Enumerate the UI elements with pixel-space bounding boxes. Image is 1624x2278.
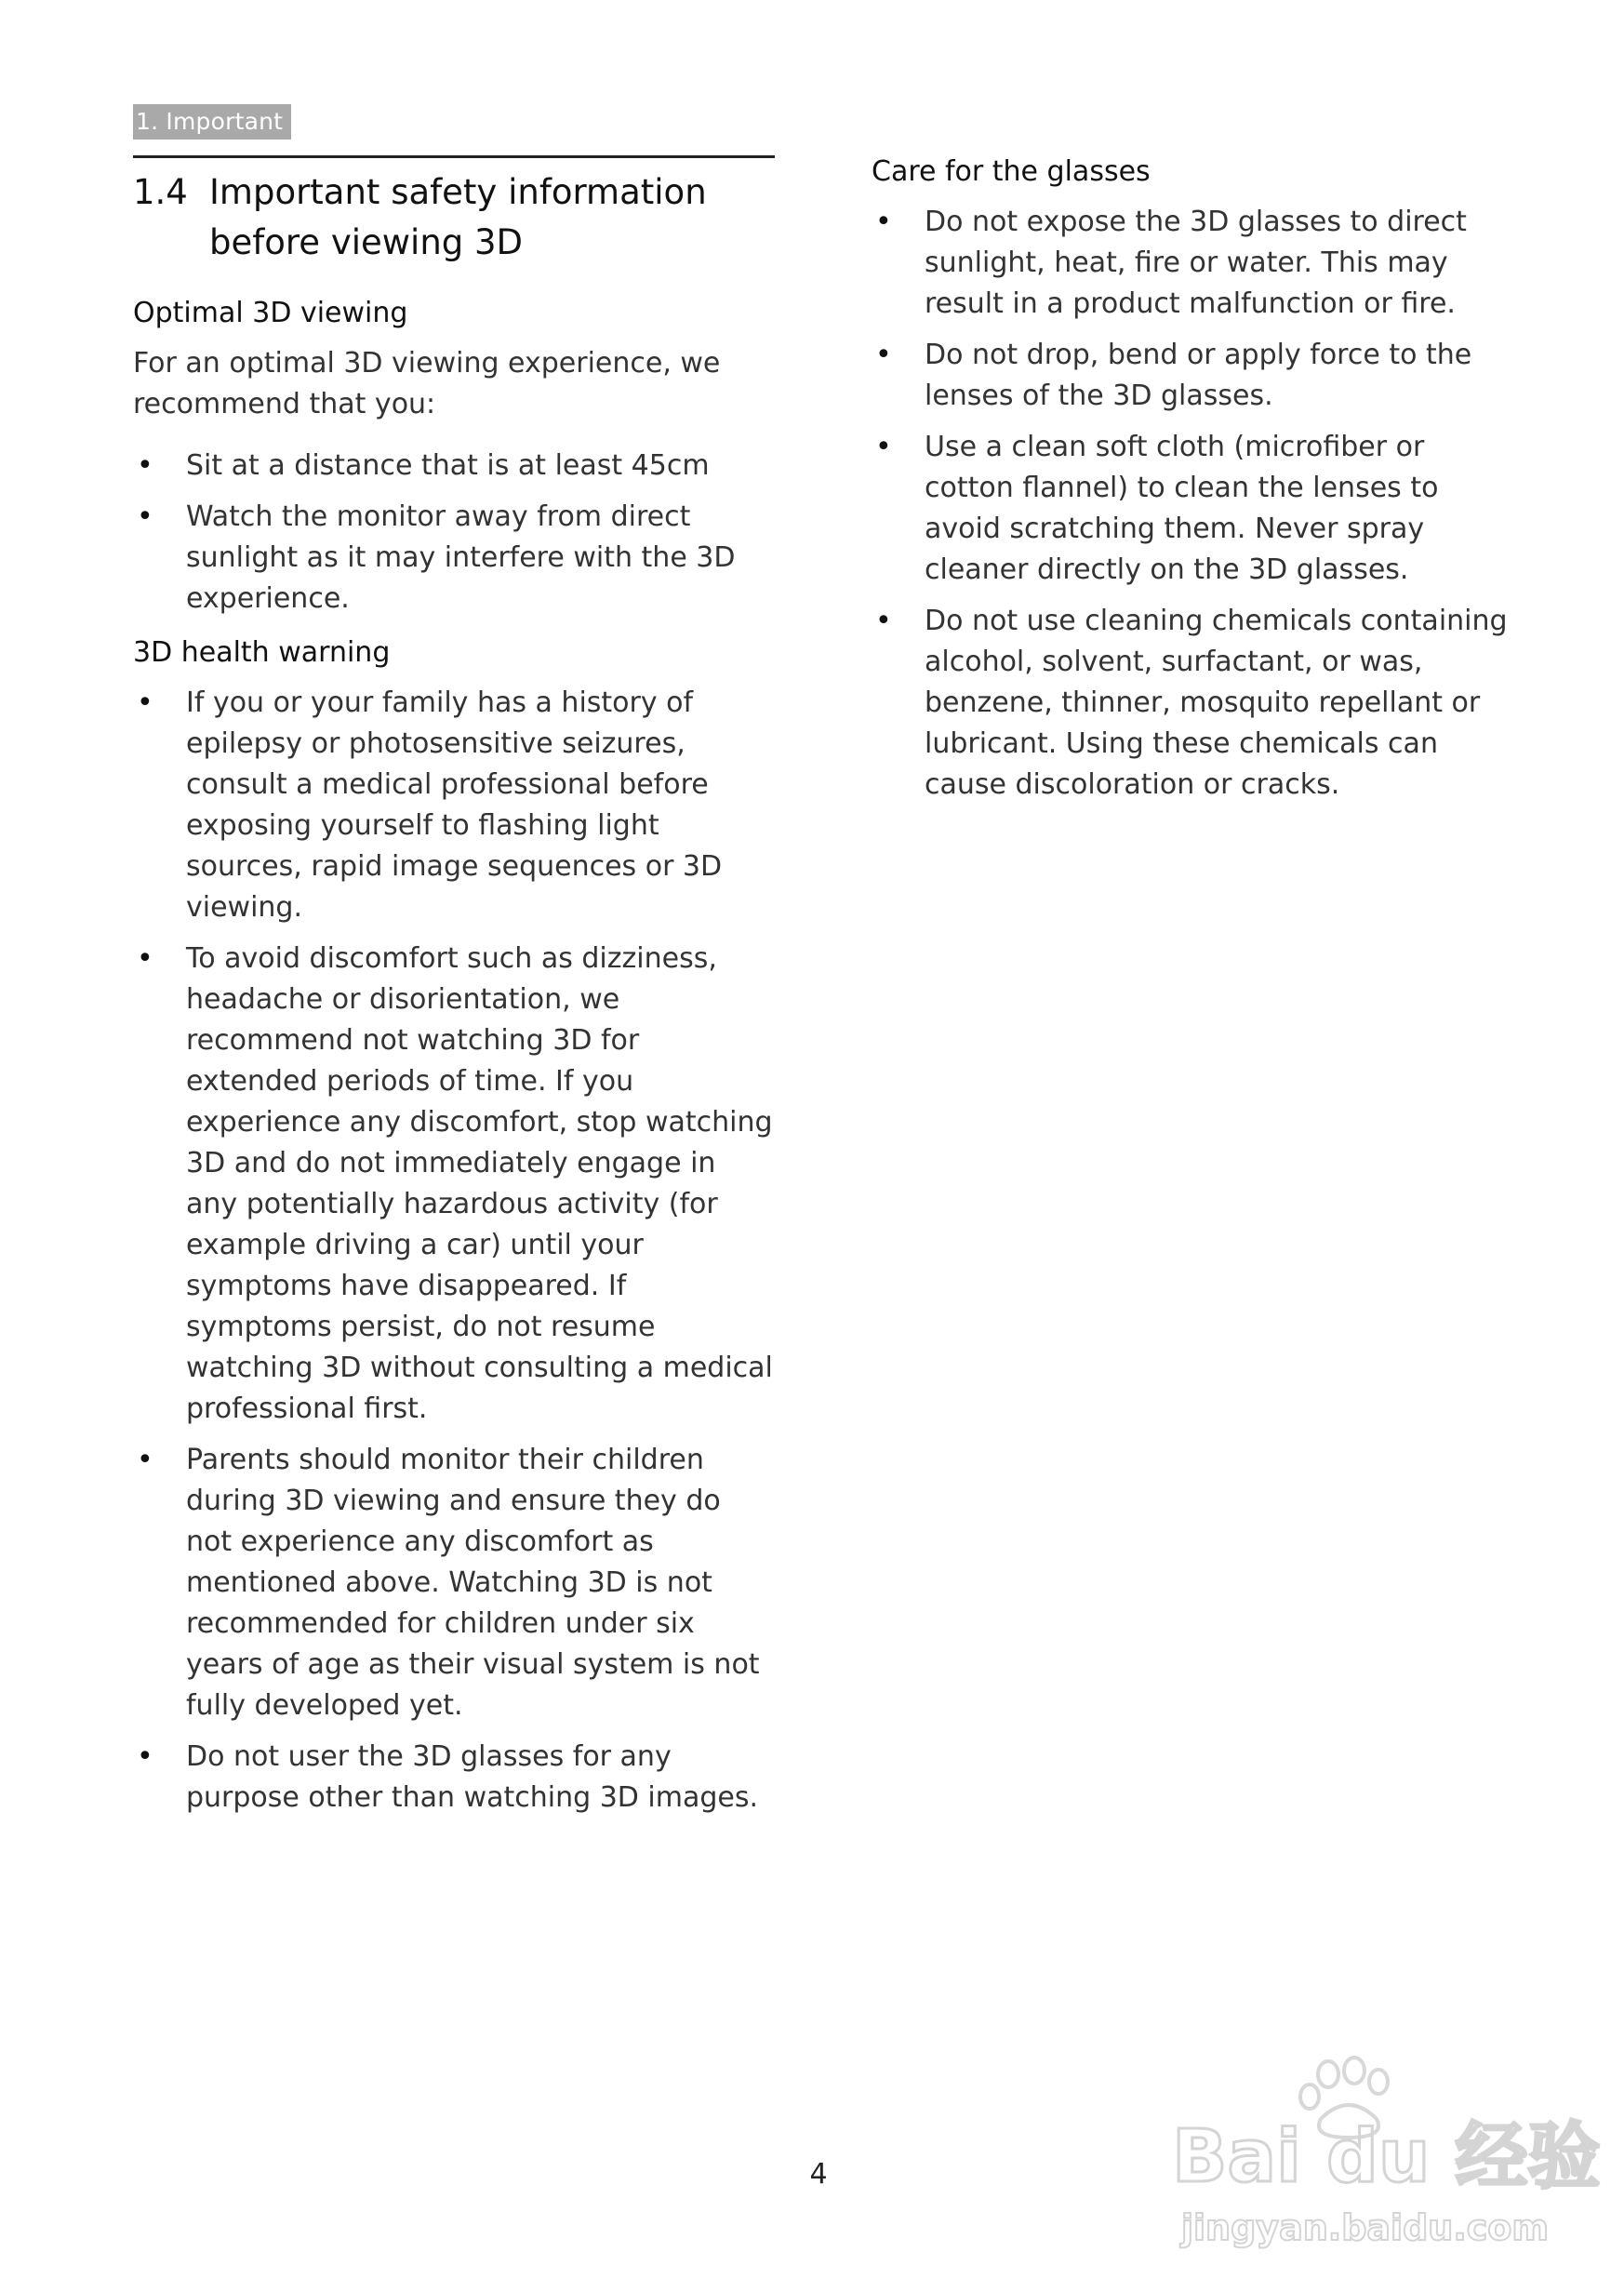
list-item-text: Do not expose the 3D glasses to direct sunlight, heat, fire or water. This may result in a product malfunction or fire. bbox=[925, 206, 1467, 320]
section-title-line2: before viewing 3D bbox=[209, 222, 524, 262]
list-item bbox=[133, 1440, 775, 1726]
glasses-care-heading: Care for the glasses bbox=[872, 155, 1151, 188]
list-item-text: If you or your family has a history of epilepsy or photosensitive seizures, consult a medical professional before exposing yourself to flashing light sources, rapid image sequences or 3D viewing. bbox=[186, 686, 723, 924]
health-warning-list bbox=[133, 683, 775, 1818]
list-item-text: Parents should monitor their children during 3D viewing and ensure they do not experience any discomfort as mentioned above. Watching 3D is not recommended for children under six years of age as their visual system is not fully developed yet. bbox=[186, 1444, 760, 1722]
list-item bbox=[872, 427, 1513, 591]
baidu-watermark-logo bbox=[1163, 2056, 1601, 2251]
list-item-text: Watch the monitor away from direct sunlight as it may interfere with the 3D experience. bbox=[186, 500, 736, 615]
section-divider bbox=[133, 155, 775, 158]
list-item bbox=[133, 683, 775, 928]
optimal-viewing-list bbox=[133, 446, 775, 619]
bullet-icon: • bbox=[137, 1740, 153, 1773]
watermark-url-text: jingyan.baidu.com bbox=[1181, 2207, 1549, 2248]
list-item bbox=[872, 335, 1513, 417]
bullet-icon: • bbox=[137, 686, 153, 719]
list-item-text: Do not user the 3D glasses for any purpose other than watching 3D images. bbox=[186, 1740, 759, 1814]
section-title-line1: Important safety information bbox=[209, 172, 707, 212]
list-item-text: To avoid discomfort such as dizziness, headache or disorientation, we recommend not watching 3D for extended periods of time. If you experience any discomfort, stop watching 3D and do not immediately engage in any potentially hazardous activity (for example driving a car) until your symptoms have disappeared. If symptoms persist, do not resume watching 3D without consulting a medical professional first. bbox=[186, 942, 773, 1425]
list-item-text: Do not use cleaning chemicals containing alcohol, solvent, surfactant, or was, benzene, thinner, mosquito repellant or lubricant. Using these chemicals can cause discoloration or cracks. bbox=[925, 605, 1508, 801]
list-item bbox=[133, 1737, 775, 1818]
section-number: 1.4 bbox=[133, 172, 188, 212]
right-column bbox=[872, 152, 1513, 819]
glasses-care-list bbox=[872, 202, 1513, 806]
list-item bbox=[133, 446, 775, 486]
health-warning-heading: 3D health warning bbox=[133, 636, 391, 669]
list-item-text: Use a clean soft cloth (microfiber or cotton flannel) to clean the lenses to avoid scratching them. Never spray cleaner directly on the 3D glasses. bbox=[925, 431, 1439, 586]
list-item-text: Sit at a distance that is at least 45cm bbox=[186, 449, 710, 482]
section-title-text bbox=[209, 167, 775, 268]
bullet-icon: • bbox=[875, 605, 892, 637]
optimal-viewing-heading: Optimal 3D viewing bbox=[133, 297, 408, 329]
list-item bbox=[872, 601, 1513, 806]
bullet-icon: • bbox=[875, 339, 892, 371]
bullet-icon: • bbox=[137, 1444, 153, 1476]
optimal-viewing-intro: For an optimal 3D viewing experience, we recommend that you: bbox=[133, 347, 721, 420]
bullet-icon: • bbox=[137, 449, 153, 482]
bullet-icon: • bbox=[875, 206, 892, 238]
bullet-icon: • bbox=[137, 500, 153, 533]
list-item bbox=[133, 939, 775, 1430]
list-item bbox=[872, 202, 1513, 325]
list-item bbox=[133, 497, 775, 619]
bullet-icon: • bbox=[875, 431, 892, 463]
left-column bbox=[133, 155, 775, 1832]
chapter-tab: 1. Important bbox=[133, 104, 291, 140]
bullet-icon: • bbox=[137, 942, 153, 975]
watermark-brand-text: Bai du 经验 bbox=[1172, 2115, 1601, 2199]
page-number: 4 bbox=[809, 2158, 828, 2191]
section-title bbox=[133, 167, 775, 268]
list-item-text: Do not drop, bend or apply force to the lenses of the 3D glasses. bbox=[925, 339, 1472, 412]
